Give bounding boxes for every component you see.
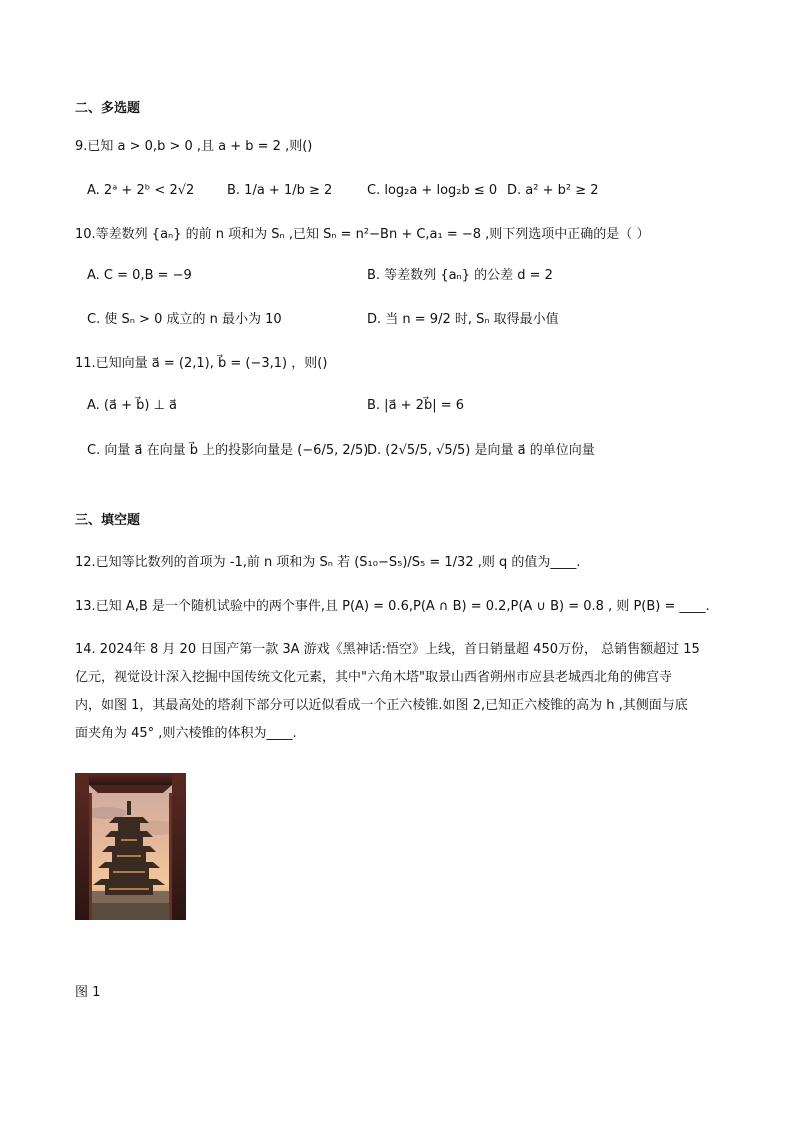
question-9-option-d: D. a² + b² ≥ 2 (507, 183, 599, 198)
question-10-option-a: A. C = 0,B = −9 (87, 268, 192, 283)
section-title-multiple-choice: 二、多选题 (75, 101, 141, 116)
question-9-option-b: B. 1/a + 1/b ≥ 2 (227, 183, 333, 198)
question-14-line-2: 亿元，视觉设计深入挖掘中国传统文化元素，其中"六角木塔"取景山西省朔州市应县老城西北角的佛宫寺 (75, 670, 672, 685)
question-14-line-1: 14. 2024年 8 月 20 日国产第一款 3A 游戏《黑神话:悟空》上线，首日销量超 450万份， 总销售额超过 15 (75, 642, 700, 657)
question-9-stem: 9.已知 a > 0,b > 0 ,且 a + b = 2 ,则() (75, 139, 313, 154)
question-12: 12.已知等比数列的首项为 -1,前 n 项和为 Sₙ 若 (S₁₀−S₅)/S₅ = 1/32 ,则 q 的值为____. (75, 555, 581, 570)
question-9-option-c: C. log₂a + log₂b ≤ 0 (367, 183, 498, 198)
question-10-stem: 10.等差数列 {aₙ} 的前 n 项和为 Sₙ ,已知 Sₙ = n²−Bn + C,a₁ = −8 ,则下列选项中正确的是（ ） (75, 227, 650, 242)
question-11-option-c: C. 向量 a⃗ 在向量 b⃗ 上的投影向量是 (−6/5, 2/5) (87, 443, 369, 458)
question-10-option-c: C. 使 Sₙ > 0 成立的 n 最小为 10 (87, 312, 282, 327)
question-10-option-b: B. 等差数列 {aₙ} 的公差 d = 2 (367, 268, 553, 283)
question-14-line-4: 面夹角为 45° ,则六棱锥的体积为____. (75, 726, 297, 741)
pagoda-photo (75, 773, 186, 920)
question-11-option-d: D. (2√5/5, √5/5) 是向量 a⃗ 的单位向量 (367, 443, 595, 458)
question-13: 13.已知 A,B 是一个随机试验中的两个事件,且 P(A) = 0.6,P(A ∩ B) = 0.2,P(A ∪ B) = 0.8 , 则 P(B) = ____. (75, 599, 710, 614)
section-title-fill-in: 三、填空题 (75, 513, 141, 528)
question-11-option-a: A. (a⃗ + b⃗) ⊥ a⃗ (87, 398, 178, 413)
question-9-option-a: A. 2ᵃ + 2ᵇ < 2√2 (87, 183, 195, 198)
question-10-option-d: D. 当 n = 9/2 时, Sₙ 取得最小值 (367, 312, 559, 327)
question-11-stem: 11.已知向量 a⃗ = (2,1), b⃗ = (−3,1) ，则() (75, 356, 328, 371)
question-14-line-3: 内，如图 1，其最高处的塔刹下部分可以近似看成一个正六棱锥.如图 2,已知正六棱锥的高为 h ,其侧面与底 (75, 698, 688, 713)
question-11-option-b: B. |a⃗ + 2b⃗| = 6 (367, 398, 465, 413)
figure-caption: 图 1 (75, 985, 101, 1000)
